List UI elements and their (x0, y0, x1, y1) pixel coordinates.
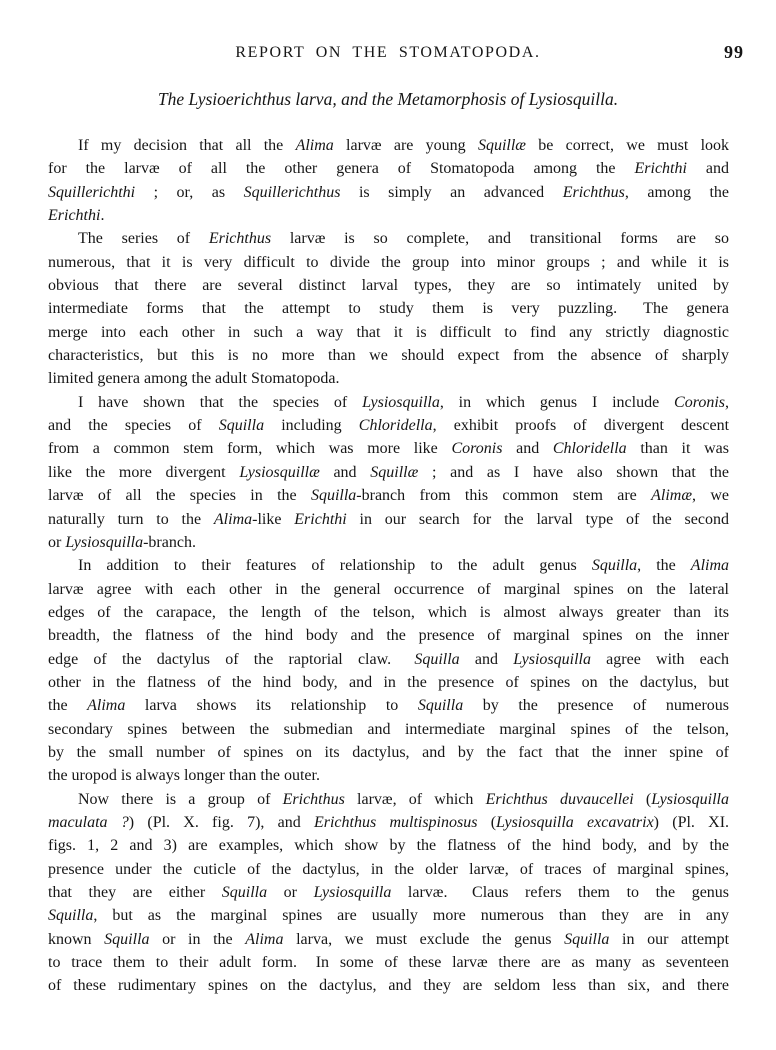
running-header-title: REPORT ON THE STOMATOPODA. (235, 44, 541, 61)
text-line: the Alima larva shows its relationship to Squilla by the presence of numerous (48, 697, 729, 715)
section-title: The Lysioerichthus larva, and the Metamorphosis of Lysiosquilla. (157, 89, 619, 109)
text-line: merge into each other in such a way that it is difficult to find any strictly diagnostic (48, 323, 729, 341)
page-number: 99 (724, 42, 744, 62)
text-line: limited genera among the adult Stomatopoda. (48, 370, 340, 388)
text-line: to trace them to their adult form. In some of these larvæ there are as many as seventeen (48, 954, 729, 972)
text-line: maculata ?) (Pl. X. fig. 7), and Erichthus multispinosus (Lysiosquilla excavatrix) (Pl. XI. (48, 813, 729, 831)
paragraph (48, 227, 729, 390)
running-header (48, 42, 744, 66)
text-line: from a common stem form, which was more like Coronis and Chloridella than it was (48, 440, 729, 458)
paragraph (48, 554, 729, 787)
text-line: figs. 1, 2 and 3) are examples, which show by the flatness of the hind body, and by the (48, 837, 729, 855)
paragraph (48, 788, 729, 998)
text-line: characteristics, but this is no more than we should expect from the absence of sharply (48, 347, 729, 365)
text-line: Squilla, but as the marginal spines are usually more numerous than they are in any (48, 907, 729, 925)
text-line: intermediate forms that the attempt to study them is very puzzling. The genera (48, 300, 729, 318)
text-line: secondary spines between the submedian and intermediate marginal spines of the telson, (48, 720, 729, 738)
text-line: Now there is a group of Erichthus larvæ, of which Erichthus duvaucellei (Lysiosquilla (78, 790, 729, 808)
text-line: edge of the dactylus of the raptorial claw. Squilla and Lysiosquilla agree with each (48, 650, 729, 668)
text-line: The series of Erichthus larvæ is so complete, and transitional forms are so (78, 230, 729, 248)
text-line: larvæ agree with each other in the general occurrence of marginal spines on the lateral (48, 580, 729, 598)
text-line: other in the flatness of the hind body, and in the presence of spines on the dactylus, but (48, 673, 729, 691)
text-line: of these rudimentary spines on the dactylus, and they are seldom less than six, and there (48, 977, 729, 995)
text-line: and the species of Squilla including Chloridella, exhibit proofs of divergent descent (48, 417, 729, 435)
text-line: numerous, that it is very difficult to divide the group into minor groups ; and while it is (48, 253, 729, 271)
text-line: for the larvæ of all the other genera of Stomatopoda among the Erichthi and (48, 160, 729, 178)
text-line: larvæ of all the species in the Squilla-branch from this common stem are Alimæ, we (48, 487, 729, 505)
text-line: In addition to their features of relationship to the adult genus Squilla, the Alima (78, 557, 729, 575)
text-line: naturally turn to the Alima-like Erichthi in our search for the larval type of the second (48, 510, 729, 528)
body-text (48, 134, 729, 998)
text-line: or Lysiosquilla-branch. (48, 533, 196, 551)
text-line: edges of the carapace, the length of the telson, which is almost always greater than its (48, 603, 729, 621)
text-line: I have shown that the species of Lysiosquilla, in which genus I include Coronis, (78, 393, 729, 411)
paragraph (48, 391, 729, 554)
text-line: presence under the cuticle of the dactylus, in the older larvæ, of traces of marginal spines, (48, 860, 729, 878)
text-line: the uropod is always longer than the outer. (48, 767, 320, 785)
text-line: Squillerichthi ; or, as Squillerichthus is simply an advanced Erichthus, among the (48, 183, 729, 201)
text-line: known Squilla or in the Alima larva, we must exclude the genus Squilla in our attempt (48, 930, 729, 948)
text-line: by the small number of spines on its dactylus, and by the fact that the inner spine of (48, 743, 729, 761)
text-line: like the more divergent Lysiosquillæ and Squillæ ; and as I have also shown that the (48, 463, 729, 481)
paragraph (48, 134, 729, 227)
text-line: obvious that there are several distinct larval types, they are so intimately united by (48, 277, 729, 295)
text-line: Erichthi. (48, 207, 105, 225)
text-line: that they are either Squilla or Lysiosquilla larvæ. Claus refers them to the genus (48, 884, 729, 901)
text-line: breadth, the flatness of the hind body and the presence of marginal spines on the inner (48, 627, 729, 645)
text-line: If my decision that all the Alima larvæ are young Squillæ be correct, we must look (78, 137, 729, 154)
